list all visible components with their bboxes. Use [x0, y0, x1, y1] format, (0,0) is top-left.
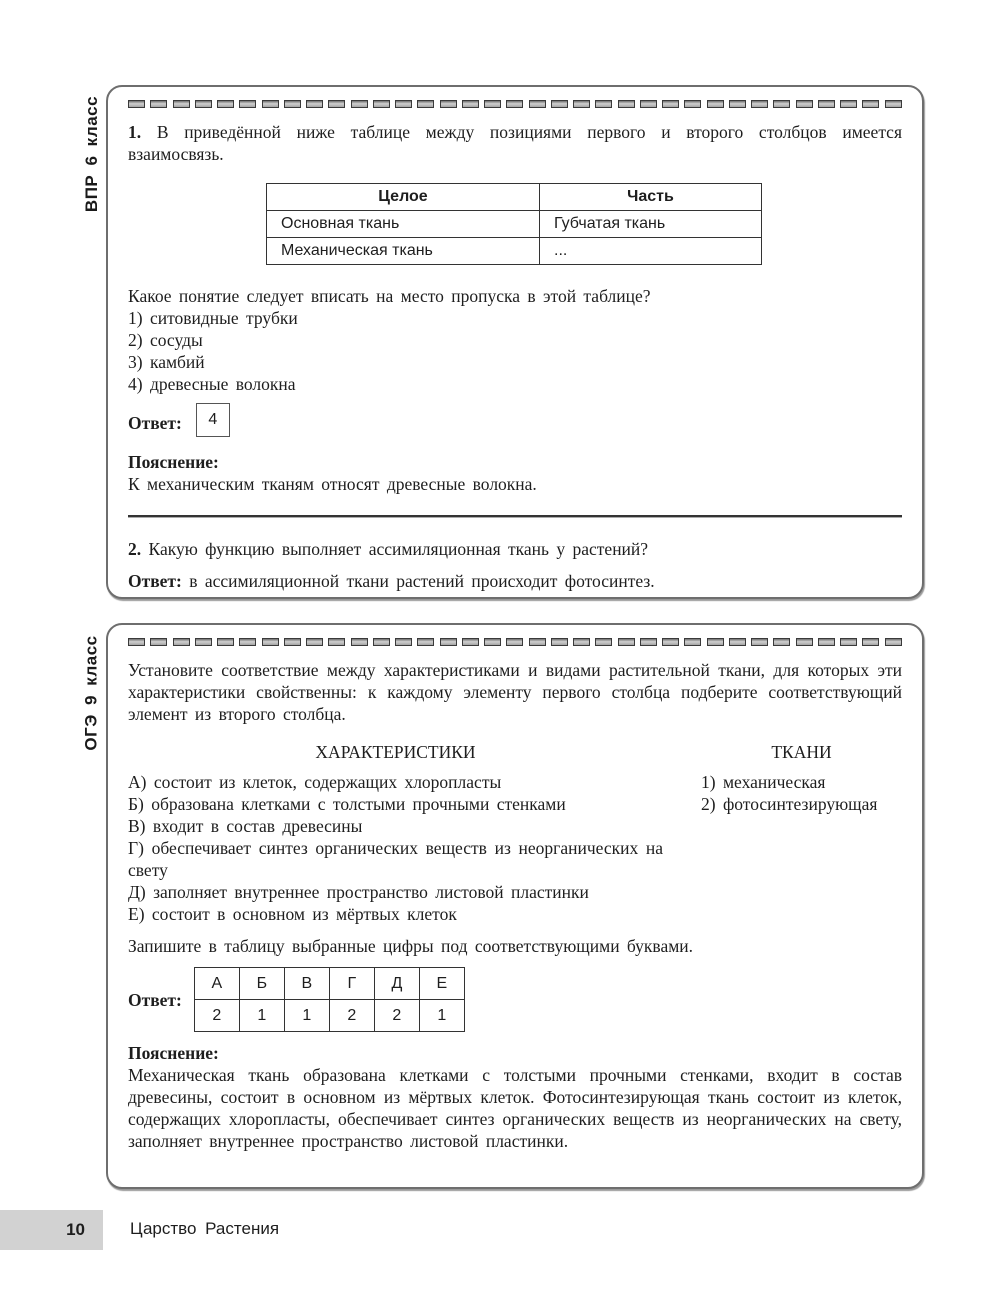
- side-label-text: ОГЭ 9 класс: [82, 635, 102, 751]
- characteristic-item: Е) состоит в основном из мёртвых клеток: [128, 904, 457, 924]
- decorative-bar-block: [373, 638, 390, 646]
- answer-table: [194, 967, 465, 1032]
- divider: [128, 515, 902, 518]
- decorative-bar-block: [729, 100, 746, 108]
- answer-letters-row: [194, 968, 464, 1000]
- decorative-bar-block: [306, 638, 323, 646]
- table-row: [267, 238, 762, 265]
- characteristic-item: Д) заполняет внутреннее пространство листовой пластинки: [128, 882, 589, 902]
- characteristic-item: Б) образована клетками с толстыми прочными стенками: [128, 794, 566, 814]
- table-cell: Основная ткань: [267, 211, 540, 238]
- decorative-bar-block: [662, 638, 679, 646]
- table-cell: ...: [540, 238, 762, 265]
- side-label-text: ВПР 6 класс: [82, 95, 101, 213]
- instruction-text: Запишите в таблицу выбранные цифры под соответствующими буквами.: [128, 936, 694, 956]
- decorative-bar-block: [595, 638, 612, 646]
- decorative-bar-block: [440, 638, 457, 646]
- table-cell: 2: [194, 1000, 239, 1032]
- decorative-bar-block: [484, 100, 501, 108]
- decorative-bar-block: [150, 100, 167, 108]
- decorative-bar-strip: [128, 638, 902, 647]
- task-panel-oge: [106, 623, 924, 1189]
- decorative-bar-block: [262, 638, 279, 646]
- tissue-item: 1) механическая: [701, 772, 826, 792]
- decorative-bar-block: [128, 100, 145, 108]
- page-number: [0, 1210, 103, 1250]
- decorative-bar-block: [773, 638, 790, 646]
- decorative-bar-block: [529, 100, 546, 108]
- table-cell: 1: [239, 1000, 284, 1032]
- section-label-vpr: [74, 92, 110, 216]
- decorative-bar-block: [395, 638, 412, 646]
- decorative-bar-block: [551, 638, 568, 646]
- table-row: [267, 211, 762, 238]
- explanation-label: Пояснение:: [128, 452, 219, 472]
- decorative-bar-block: [684, 638, 701, 646]
- characteristic-item: А) состоит из клеток, содержащих хлоропласты: [128, 772, 502, 792]
- decorative-bar-block: [506, 638, 523, 646]
- table-cell: 1: [419, 1000, 464, 1032]
- decorative-bar-block: [284, 638, 301, 646]
- decorative-bar-block: [862, 100, 879, 108]
- column-header: ХАРАКТЕРИСТИКИ: [315, 742, 476, 762]
- task-number: 1.: [128, 122, 142, 142]
- decorative-bar-block: [573, 638, 590, 646]
- table-cell: Г: [329, 968, 374, 1000]
- decorative-bar-block: [707, 638, 724, 646]
- table-header: Целое: [267, 184, 540, 211]
- decorative-bar-block: [462, 638, 479, 646]
- task-panel-vpr: [106, 85, 924, 599]
- decorative-bar-block: [684, 100, 701, 108]
- table-cell: Е: [419, 968, 464, 1000]
- decorative-bar-block: [306, 100, 323, 108]
- table-cell: Д: [374, 968, 419, 1000]
- decorative-bar-block: [262, 100, 279, 108]
- decorative-bar-block: [751, 100, 768, 108]
- decorative-bar-block: [729, 638, 746, 646]
- answer-option: 2) сосуды: [128, 330, 203, 350]
- decorative-bar-block: [529, 638, 546, 646]
- decorative-bar-block: [618, 100, 635, 108]
- answer-label: Ответ:: [128, 571, 182, 591]
- decorative-bar-block: [417, 100, 434, 108]
- answer-option: 1) ситовидные трубки: [128, 308, 298, 328]
- decorative-bar-block: [840, 100, 857, 108]
- decorative-bar-block: [640, 100, 657, 108]
- answer-option: 3) камбий: [128, 352, 205, 372]
- running-title: Царство Растения: [130, 1219, 280, 1238]
- task-text: В приведённой ниже таблице между позициями первого и второго столбцов имеется взаимосвязь.: [128, 122, 903, 164]
- decorative-bar-block: [640, 638, 657, 646]
- decorative-bar-block: [751, 638, 768, 646]
- tissue-item: 2) фотосинтезирующая: [701, 794, 878, 814]
- task-answer: [128, 967, 902, 1032]
- decorative-bar-block: [796, 638, 813, 646]
- decorative-bar-block: [551, 100, 568, 108]
- decorative-bar-block: [217, 100, 234, 108]
- decorative-bar-block: [239, 638, 256, 646]
- tissues-column: [701, 741, 902, 925]
- decorative-bar-block: [840, 638, 857, 646]
- answer-values-row: [194, 1000, 464, 1032]
- decorative-bar-block: [195, 638, 212, 646]
- decorative-bar-block: [484, 638, 501, 646]
- characteristic-item: Г) обеспечивает синтез органических веществ из неорганических на свету: [128, 838, 663, 880]
- decorative-bar-block: [595, 100, 612, 108]
- decorative-bar-block: [373, 100, 390, 108]
- task-number: 2.: [128, 539, 142, 559]
- decorative-bar-block: [462, 100, 479, 108]
- table-header: Часть: [540, 184, 762, 211]
- answer-label: Ответ:: [128, 413, 182, 433]
- decorative-bar-block: [328, 638, 345, 646]
- matching-columns: [128, 741, 902, 925]
- table-cell: А: [194, 968, 239, 1000]
- answer-option: 4) древесные волокна: [128, 374, 296, 394]
- characteristic-item: В) входит в состав древесины: [128, 816, 363, 836]
- decorative-bar-block: [885, 638, 902, 646]
- decorative-bar-block: [818, 100, 835, 108]
- decorative-bar-block: [662, 100, 679, 108]
- decorative-bar-block: [173, 638, 190, 646]
- section-label-oge: [74, 630, 110, 756]
- page-number-text: 10: [66, 1220, 85, 1239]
- decorative-bar-block: [328, 100, 345, 108]
- task2-statement: [128, 538, 902, 560]
- decorative-bar-block: [217, 638, 234, 646]
- task-text: Какую функцию выполняет ассимиляционная ткань у растений?: [148, 539, 649, 559]
- decorative-bar-block: [862, 638, 879, 646]
- task-intro: Установите соответствие между характеристиками и видами растительной ткани, для которых эти характеристики свойственны: к каждому элементу первого столбца подберите соответствующий элемент из второго столбца.: [128, 660, 902, 724]
- decorative-bar-block: [239, 100, 256, 108]
- decorative-bar-block: [573, 100, 590, 108]
- explanation-label: Пояснение:: [128, 1043, 219, 1063]
- task1-question: Какое понятие следует вписать на место пропуска в этой таблице?: [128, 286, 651, 306]
- decorative-bar-block: [818, 638, 835, 646]
- table-cell: Губчатая ткань: [540, 211, 762, 238]
- decorative-bar-block: [351, 100, 368, 108]
- decorative-bar-strip: [128, 100, 902, 109]
- decorative-bar-block: [284, 100, 301, 108]
- table-cell: 2: [329, 1000, 374, 1032]
- column-header: ТКАНИ: [771, 742, 832, 762]
- decorative-bar-block: [173, 100, 190, 108]
- decorative-bar-block: [128, 638, 145, 646]
- explanation-text: К механическим тканям относят древесные волокна.: [128, 474, 537, 494]
- characteristics-column: [128, 741, 663, 925]
- task2-answer: [128, 570, 902, 592]
- answer-label: Ответ:: [128, 989, 182, 1010]
- decorative-bar-block: [395, 100, 412, 108]
- table-cell: В: [284, 968, 329, 1000]
- task1-statement: [128, 121, 902, 165]
- decorative-bar-block: [440, 100, 457, 108]
- whole-part-table: [266, 183, 762, 265]
- table-cell: 1: [284, 1000, 329, 1032]
- decorative-bar-block: [796, 100, 813, 108]
- decorative-bar-block: [195, 100, 212, 108]
- table-cell: 2: [374, 1000, 419, 1032]
- decorative-bar-block: [707, 100, 724, 108]
- decorative-bar-block: [885, 100, 902, 108]
- answer-box: 4: [196, 403, 230, 437]
- answer-text: в ассимиляционной ткани растений происходит фотосинтез.: [189, 571, 655, 591]
- table-cell: Механическая ткань: [267, 238, 540, 265]
- decorative-bar-block: [506, 100, 523, 108]
- explanation-text: Механическая ткань образована клетками с толстыми прочными стенками, входит в состав древесины, состоит в основном из мёртвых клеток. Фотосинтезирующая ткань состоит из клеток, содержащих хлоропласты, обеспечивает синтез органических веществ из неорганических на свету, заполняет внутреннее пространство листовой пластинки.: [128, 1065, 902, 1151]
- decorative-bar-block: [351, 638, 368, 646]
- decorative-bar-block: [150, 638, 167, 646]
- decorative-bar-block: [618, 638, 635, 646]
- decorative-bar-block: [773, 100, 790, 108]
- task1-answer: [128, 403, 902, 437]
- decorative-bar-block: [417, 638, 434, 646]
- table-cell: Б: [239, 968, 284, 1000]
